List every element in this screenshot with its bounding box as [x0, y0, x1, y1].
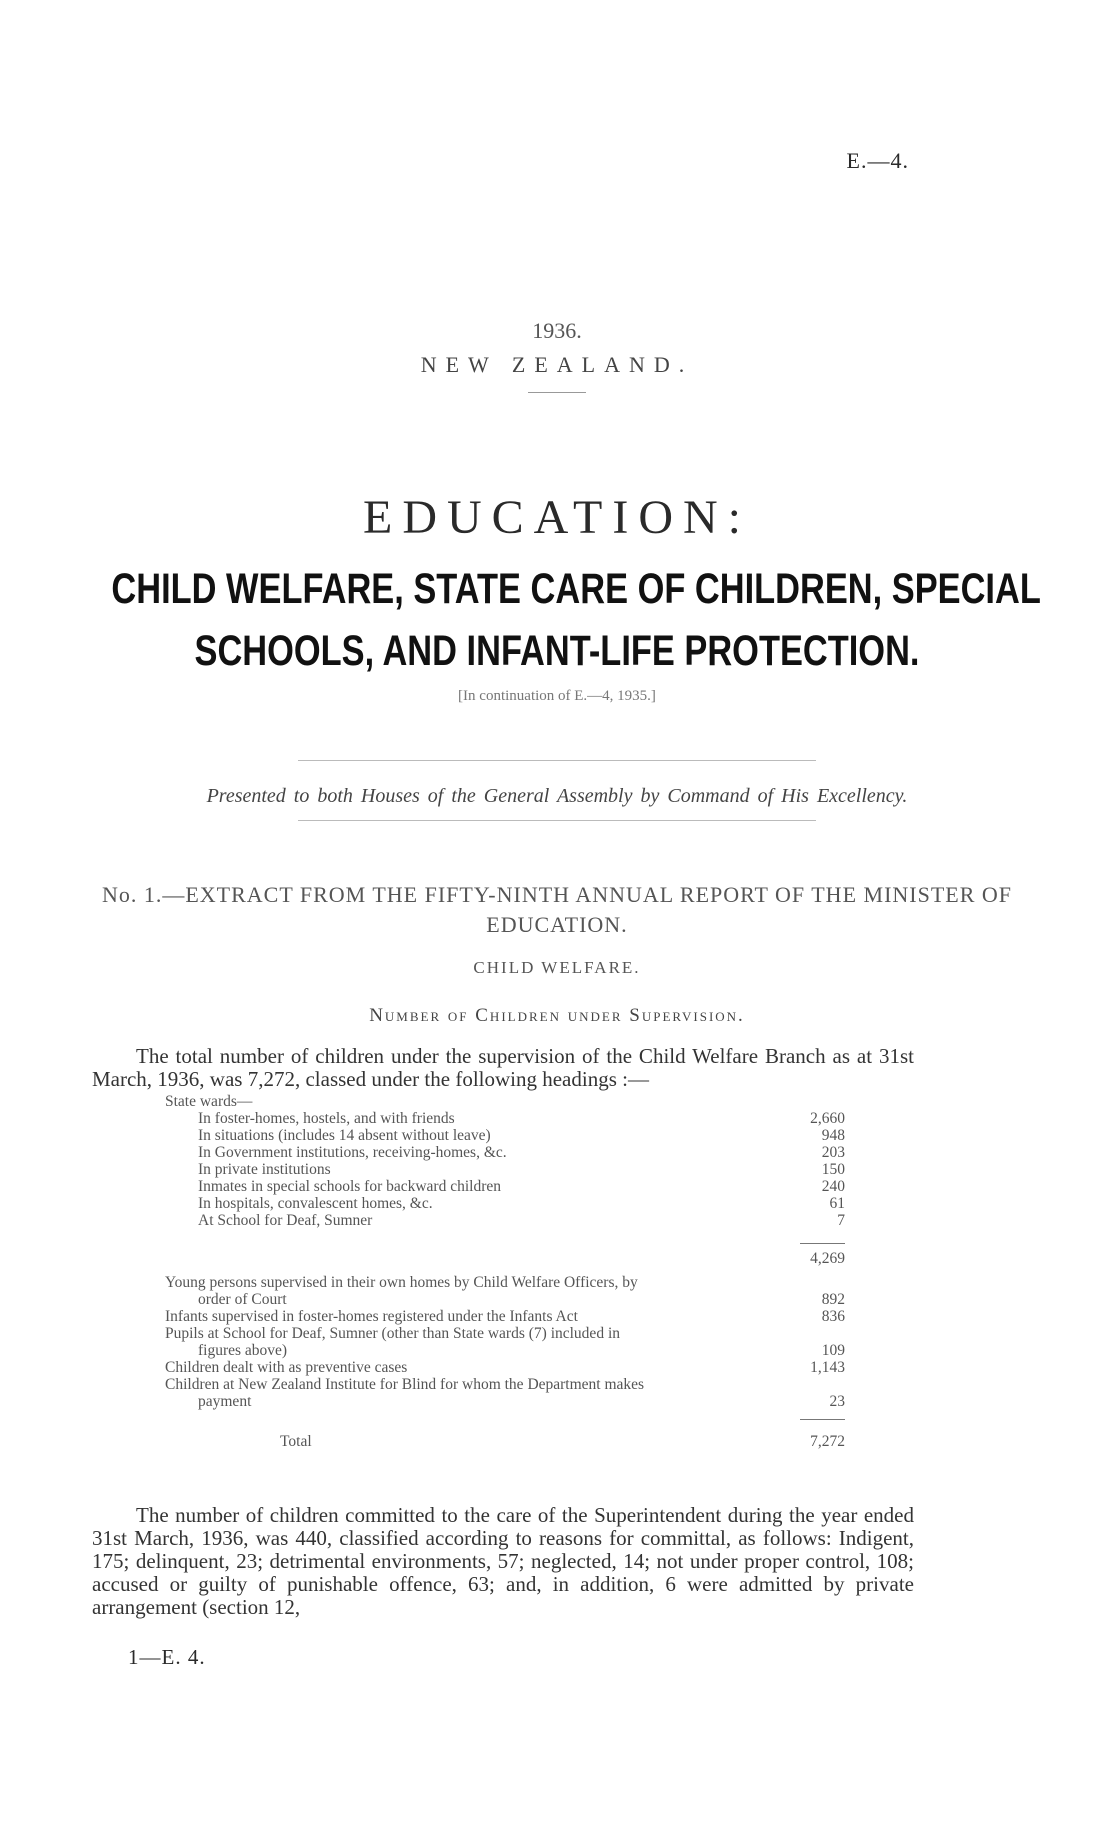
row-value: 7 [837, 1212, 845, 1229]
row-label: Inmates in special schools for backward children [198, 1178, 502, 1195]
row-label: At School for Deaf, Sumner [198, 1212, 373, 1229]
row-label: In Government institutions, receiving-homes, &c. [198, 1144, 507, 1161]
row-value: 1,143 [810, 1359, 845, 1376]
row-label: Children dealt with as preventive cases [165, 1359, 408, 1376]
row-value: 240 [821, 1178, 845, 1195]
main-title: EDUCATION: [363, 491, 751, 544]
country-name: NEW ZEALAND. [420, 352, 694, 377]
total-label: Total [280, 1433, 312, 1450]
subtitle [111, 558, 1041, 682]
table-row [165, 1376, 845, 1393]
table-row [165, 1308, 845, 1325]
table-row [165, 1291, 845, 1308]
row-value: 203 [821, 1144, 845, 1161]
table-row [165, 1212, 845, 1229]
subtitle-line-1: CHILD WELFARE, STATE CARE OF CHILDREN, SPECIAL [111, 565, 1041, 613]
row-value: 150 [821, 1161, 845, 1178]
table-row [165, 1178, 845, 1195]
divider-top [298, 760, 816, 761]
table-row [165, 1195, 845, 1212]
total-row [165, 1433, 845, 1450]
table-row [165, 1161, 845, 1178]
total-rule [800, 1419, 845, 1420]
table-row [165, 1127, 845, 1144]
row-label: In situations (includes 14 absent without leave) [198, 1127, 491, 1144]
row-label-continued: payment [198, 1393, 252, 1410]
section-subheading: CHILD WELFARE. [473, 958, 641, 977]
row-value: 2,660 [810, 1110, 845, 1127]
page-reference: E.—4. [846, 148, 909, 173]
intro-paragraph: The total number of children under the supervision of the Child Welfare Branch as at 31st March, 1936, was 7,272, classed under the following headings :— [92, 1044, 914, 1091]
row-value: 23 [829, 1393, 845, 1410]
report-year: 1936. [532, 318, 582, 343]
committal-paragraph: The number of children committed to the care of the Superintendent during the year ended 31st March, 1936, was 440, classified according to reasons for committal, as follows: Indigent, 175; delinquent, 23; detrimental environments, 57; neglected, 14; not under proper control, 108; accused or guilty of punishable offence, 63; and, in addition, 6 were admitted by private arrangement (section 12, [92, 1503, 914, 1619]
table-row [165, 1110, 845, 1127]
continuation-note: [In continuation of E.—4, 1935.] [458, 688, 656, 704]
row-label: In hospitals, convalescent homes, &c. [198, 1195, 433, 1212]
table-row [165, 1342, 845, 1359]
row-label: Infants supervised in foster-homes registered under the Infants Act [165, 1308, 578, 1325]
section-heading: No. 1.—EXTRACT FROM THE FIFTY-NINTH ANNUAL REPORT OF THE MINISTER OF EDUCATION. [101, 882, 1013, 937]
table-row [165, 1274, 845, 1291]
topic-heading: Number of Children under Supervision. [369, 1005, 745, 1026]
group-label: State wards— [165, 1093, 253, 1110]
row-label: Young persons supervised in their own homes by Child Welfare Officers, by [165, 1274, 638, 1291]
row-value: 892 [821, 1291, 845, 1308]
subtitle-line-2: SCHOOLS, AND INFANT-LIFE PROTECTION. [194, 627, 920, 675]
row-value: 109 [821, 1342, 845, 1359]
table-row [165, 1325, 845, 1342]
presented-line: Presented to both Houses of the General Assembly by Command of His Excellency. [206, 785, 908, 807]
row-value: 836 [821, 1308, 845, 1325]
subtotal-rule [800, 1243, 845, 1244]
table-row [165, 1359, 845, 1376]
supervision-table [165, 1093, 845, 1483]
divider-bottom [298, 820, 816, 821]
subtotal-row [165, 1250, 845, 1267]
table-row [165, 1144, 845, 1161]
row-label-continued: order of Court [198, 1291, 287, 1308]
row-label: In foster-homes, hostels, and with friends [198, 1110, 455, 1127]
table-group-label [165, 1093, 845, 1110]
row-label: Children at New Zealand Institute for Blind for whom the Department makes [165, 1376, 645, 1393]
row-label-continued: figures above) [198, 1342, 288, 1359]
short-divider [528, 392, 586, 393]
page-footer: 1—E. 4. [128, 1645, 206, 1669]
row-value: 61 [829, 1195, 845, 1212]
row-label: In private institutions [198, 1161, 331, 1178]
row-label: Pupils at School for Deaf, Sumner (other than State wards (7) included in [165, 1325, 620, 1342]
row-value: 948 [821, 1127, 845, 1144]
table-row [165, 1393, 845, 1410]
total-value: 7,272 [810, 1433, 845, 1450]
subtotal-value: 4,269 [810, 1250, 845, 1267]
